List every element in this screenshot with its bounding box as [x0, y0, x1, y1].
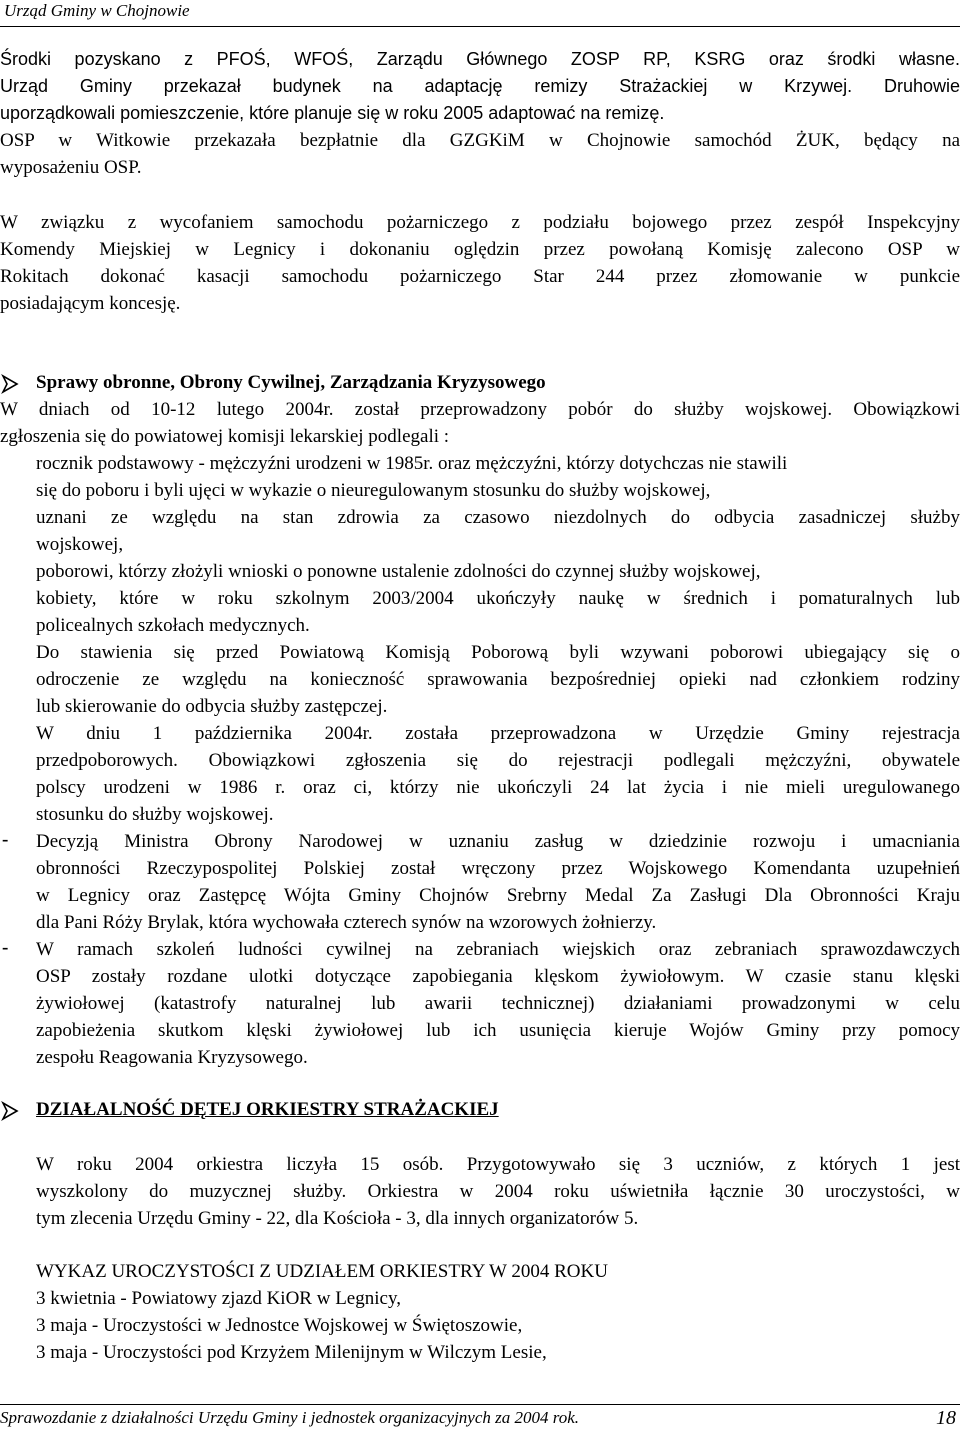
- dash-item-line: w Legnicy oraz Zastępcę Wójta Gminy Chojnów Srebrny Medal Za Zasługi Dla Obronności Kraju: [36, 885, 960, 906]
- para2-line: Komendy Miejskiej w Legnicy i dokonaniu oględzin przez powołaną Komisję zalecono OSP w: [0, 239, 960, 260]
- section1-line: stosunku do służby wojskowej.: [36, 804, 274, 825]
- dash-item-line: OSP zostały rozdane ulotki dotyczące zapobiegania klęskom żywiołowym. W czasie stanu klęski: [36, 966, 960, 987]
- section1-line: policealnych szkołach medycznych.: [36, 615, 310, 636]
- running-header: Urząd Gminy w Chojnowie: [4, 1, 190, 20]
- section1-line: lub skierowanie do odbycia służby zastępczej.: [36, 696, 388, 717]
- para1-line: Urząd Gminy przekazał budynek na adaptację remizy Strażackiej w Krzywej. Druhowie: [0, 76, 960, 96]
- section1-line: Do stawienia się przed Powiatową Komisją Poborową byli wzywani poborowi ubiegający się o: [36, 642, 960, 663]
- footer-title: Sprawozdanie z działalności Urzędu Gminy i jednostek organizacyjnych za 2004 rok.: [0, 1408, 580, 1427]
- section2-line: wyszkolony do muzycznej służby. Orkiestra w 2004 roku uświetniła łącznie 30 uroczystości, w: [36, 1181, 960, 1202]
- para2-line: posiadającym koncesję.: [0, 293, 181, 314]
- para2-line: Rokitach dokonać kasacji samochodu pożarniczego Star 244 przez złomowanie w punkcie: [0, 266, 960, 287]
- section1-line: wojskowej,: [36, 534, 124, 555]
- section1-line: przedpoborowych. Obowiązkowi zgłoszenia się do rejestracji podlegali mężczyźni, obywatele: [36, 750, 960, 771]
- section-heading-orchestra: DZIAŁALNOŚĆ DĘTEJ ORKIESTRY STRAŻACKIEJ: [36, 1099, 499, 1120]
- section1-line: odroczenie ze względu na konieczność sprawowania bezpośredniej opieki nad członkiem rodziny: [36, 669, 960, 690]
- header-rule: [0, 26, 960, 27]
- section1-line: kobiety, które w roku szkolnym 2003/2004 ukończyły naukę w średnich i pomaturalnych lub: [36, 588, 960, 609]
- events-list-item: 3 kwietnia - Powiatowy zjazd KiOR w Legnicy,: [36, 1288, 401, 1309]
- arrowhead-bullet-icon: [0, 1101, 20, 1121]
- footer-rule: [0, 1404, 960, 1405]
- dash-item-line: W ramach szkoleń ludności cywilnej na zebraniach wiejskich oraz zebraniach sprawozdawczych: [36, 939, 960, 960]
- section1-line: poborowi, którzy złożyli wnioski o ponowne ustalenie zdolności do czynnej służby wojskowej,: [36, 561, 761, 582]
- section1-intro-line: zgłoszenia się do powiatowej komisji lekarskiej podlegali :: [0, 426, 450, 447]
- dash-marker: -: [2, 829, 9, 850]
- events-list-item: 3 maja - Uroczystości pod Krzyżem Milenijnym w Wilczym Lesie,: [36, 1342, 547, 1363]
- section2-line: W roku 2004 orkiestra liczyła 15 osób. Przygotowywało się 3 uczniów, z których 1 jest: [36, 1154, 960, 1175]
- dash-marker: -: [2, 937, 9, 958]
- section1-line: polscy urodzeni w 1986 r. oraz ci, którzy nie ukończyli 24 lat życia i nie mieli uregulowanego: [36, 777, 960, 798]
- dash-item-line: Decyzją Ministra Obrony Narodowej w uznaniu zasług w dziedzinie rozwoju i umacniania: [36, 831, 960, 852]
- para1-line: OSP w Witkowie przekazała bezpłatnie dla GZGKiM w Chojnowie samochód ŻUK, będący na: [0, 130, 960, 151]
- para2-line: W związku z wycofaniem samochodu pożarniczego z podziału bojowego przez zespół Inspekcyjny: [0, 212, 960, 233]
- section1-line: W dniu 1 października 2004r. została przeprowadzona w Urzędzie Gminy rejestracja: [36, 723, 960, 744]
- para1-line: Środki pozyskano z PFOŚ, WFOŚ, Zarządu Głównego ZOSP RP, KSRG oraz środki własne.: [0, 49, 960, 69]
- dash-item-line: obronności Rzeczypospolitej Polskiej został wręczony przez Wojskowego Komendanta uzupełnień: [36, 858, 960, 879]
- para1-line: wyposażeniu OSP.: [0, 157, 142, 178]
- section2-line: tym zlecenia Urzędu Gminy - 22, dla Kościoła - 3, dla innych organizatorów 5.: [36, 1208, 639, 1229]
- section1-line: uznani ze względu na stan zdrowia za czasowo niezdolnych do odbycia zasadniczej służby: [36, 507, 960, 528]
- section1-line: się do poboru i byli ujęci w wykazie o nieuregulowanym stosunku do służby wojskowej,: [36, 480, 711, 501]
- events-list-item: 3 maja - Uroczystości w Jednostce Wojskowej w Świętoszowie,: [36, 1315, 523, 1336]
- dash-item-line: zespołu Reagowania Kryzysowego.: [36, 1047, 308, 1068]
- page-number: 18: [936, 1407, 956, 1429]
- dash-item-line: żywiołowej (katastrofy naturalnej lub awarii technicznej) działaniami prowadzonymi w celu: [36, 993, 960, 1014]
- dash-item-line: zapobieżenia skutkom klęski żywiołowej lub ich usunięcia kieruje Wojów Gminy przy pomocy: [36, 1020, 960, 1041]
- events-list-title: WYKAZ UROCZYSTOŚCI Z UDZIAŁEM ORKIESTRY W 2004 ROKU: [36, 1261, 608, 1282]
- section1-line: rocznik podstawowy - mężczyźni urodzeni w 1985r. oraz mężczyźni, którzy dotychczas nie stawili: [36, 453, 788, 474]
- dash-item-line: dla Pani Róży Brylak, która wychowała czterech synów na wzorowych żołnierzy.: [36, 912, 657, 933]
- arrowhead-bullet-icon: [0, 374, 20, 394]
- section1-intro-line: W dniach od 10-12 lutego 2004r. został przeprowadzony pobór do służby wojskowej. Obowiązkowi: [0, 399, 960, 420]
- para1-line: uporządkowali pomieszczenie, które planuje się w roku 2005 adaptować na remizę.: [0, 103, 665, 123]
- section-heading-defense: Sprawy obronne, Obrony Cywilnej, Zarządzania Kryzysowego: [36, 372, 546, 393]
